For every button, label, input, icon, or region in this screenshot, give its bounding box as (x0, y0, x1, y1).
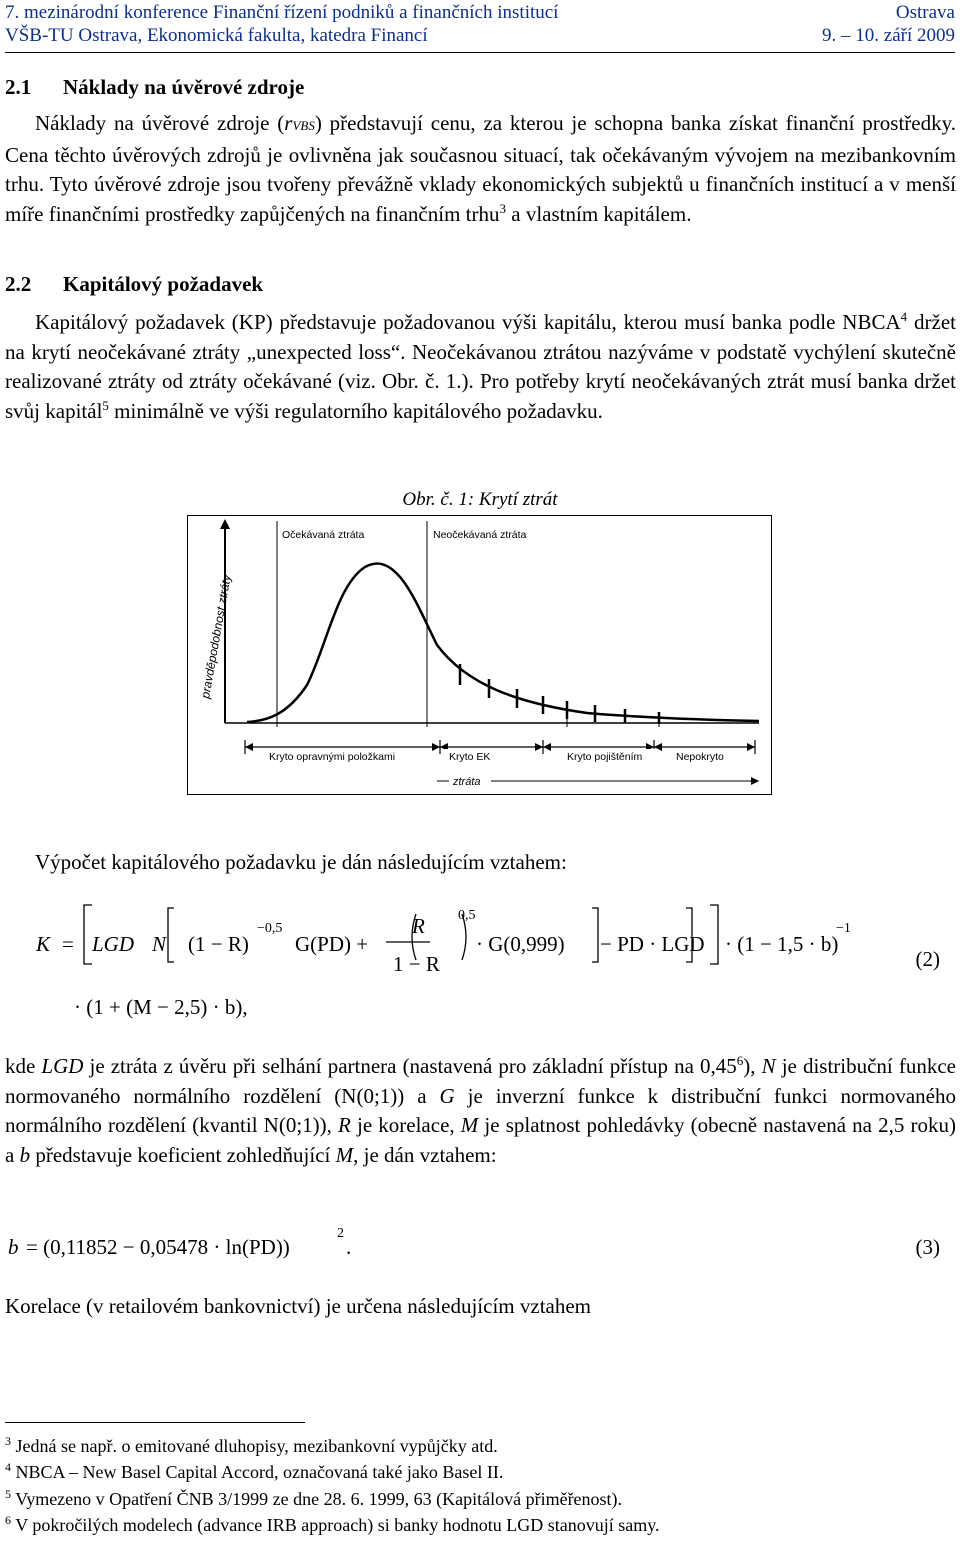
eq-g-999: · G(0,999) (476, 932, 565, 956)
footnote-number: 3 (5, 1434, 11, 1448)
eq-exp-neg-one: −1 (836, 921, 851, 936)
text-run: ) představují cenu, za kterou je schopna banka získat finanční prostředky. Cena těchto úvěrových zdrojů je ovlivněna jak současnou situací, tak očekávaným vývojem na mezibankovním trhu. Tyto úvěrové zdroje jsou tvořeny převážně vklady ekonomických subjektů u finančních institucí a v menší míře finančními prostředky zapůjčených na finančním trhu (5, 111, 956, 226)
var-n: N (761, 1054, 776, 1078)
header-divider (5, 52, 955, 53)
equation-number-3: (3) (915, 1235, 940, 1259)
coverage-label-insurance: Kryto pojištěním (567, 751, 643, 763)
coverage-label-uncovered: Nepokryto (676, 751, 724, 763)
footnote-ref-4: 4 (900, 309, 908, 324)
eq-g-pd: G(PD) + (295, 932, 369, 956)
expected-loss-label: Očekávaná ztráta (282, 529, 365, 541)
eq-one-minus-r: (1 − R) (188, 932, 249, 956)
footnote-4 (5, 1462, 503, 1483)
text-run: držet na krytí neočekávané ztráty „unexpected loss“. Neočekávanou ztrátou nazýváme v podstatě vychýlení skutečně realizované ztráty od ztráty očekávané (viz. Obr. č. 1.). Pro potřeby krytí neočekávaných ztrát musí banka držet svůj kapitál (5, 310, 956, 423)
text-run: Kapitálový požadavek (KP) představuje požadovanou výši kapitálu, kterou musí banka podle NBCA (35, 310, 901, 334)
paragraph-funding-costs (5, 109, 956, 229)
section-title: Náklady na úvěrové zdroje (63, 75, 305, 99)
var-g: G (439, 1083, 455, 1108)
text-run: a vlastním kapitálem. (506, 201, 692, 226)
paragraph-capital-requirement (5, 308, 956, 426)
eq-equals: = (62, 932, 74, 956)
footnote-ref-5: 5 (102, 397, 109, 413)
eq-term-b: · (1 − 1,5 · b) (725, 932, 839, 956)
footnote-number: 4 (5, 1460, 11, 1474)
paragraph-korelace: Korelace (v retailovém bankovnictví) je určena následujícím vztahem (5, 1294, 592, 1318)
symbol-r: r (284, 111, 293, 135)
eq-frac-den: 1 − R (393, 952, 440, 976)
text-run: je korelace, (350, 1113, 461, 1137)
equation-intro (5, 848, 956, 878)
footnote-text: V pokročilých modelech (advance IRB approach) si banky hodnotu LGD stanovují samy. (15, 1515, 660, 1535)
eq-minus-pd-lgd: − PD · LGD (600, 932, 705, 956)
var-b: b (19, 1142, 31, 1167)
footnote-text: Vymezeno v Opatření ČNB 3/1999 ze dne 28. 6. 1999, 63 (Kapitálová přiměřenost). (15, 1489, 623, 1509)
footnote-5 (5, 1489, 622, 1510)
coverage-label-provisions: Kryto opravnými položkami (269, 751, 396, 763)
eq3-end: . (346, 1235, 352, 1259)
coverage-label-equity: Kryto EK (449, 751, 491, 763)
text-run: Náklady na úvěrové zdroje ( (35, 111, 285, 135)
conference-city: Ostrava (895, 2, 955, 23)
var-m: M (460, 1113, 479, 1137)
var-r: R (338, 1113, 351, 1137)
footnote-number: 5 (5, 1487, 11, 1501)
eq-exp-neg-half: −0,5 (257, 921, 283, 936)
text-run: je splatnost pohledávky (obecně nastavená na 2,5 roku) a (5, 1113, 956, 1167)
text-run: představuje koeficient zohledňující (30, 1142, 336, 1167)
text-run: ), (743, 1054, 762, 1078)
equation-number-2: (2) (915, 947, 940, 971)
eq3-lhs: b (8, 1235, 19, 1259)
conference-name: 7. mezinárodní konference Finanční řízení podniků a finančních institucí (5, 2, 559, 23)
paragraph-variables (5, 1052, 956, 1170)
loss-coverage-figure (187, 515, 772, 795)
text-run: je ztráta z úvěru při selhání partnera (nastavená pro základní přístup na 0,45 (83, 1054, 737, 1078)
y-axis-label: pravděpodobnost ztráty (198, 573, 234, 700)
footnote-3 (5, 1436, 498, 1457)
text-run: je distribuční funkce normovaného normálního rozdělení (N(0;1)) a (5, 1054, 956, 1108)
text-run: , je dán vztahem: (353, 1142, 497, 1167)
text-run: kde (5, 1054, 42, 1078)
conference-date: 9. – 10. září 2009 (822, 25, 955, 46)
symbol-subscript: VBS (292, 118, 315, 133)
section-number: 2.1 (5, 75, 32, 99)
eq3-exponent: 2 (337, 1226, 344, 1241)
eq-lgd: LGD (92, 932, 135, 956)
section-title: Kapitálový požadavek (63, 272, 264, 296)
eq3-rhs: = (0,11852 − 0,05478 · ln(PD)) (26, 1235, 290, 1259)
section-heading-2-1 (5, 75, 304, 100)
footnote-text: NBCA – New Basel Capital Accord, označovaná také jako Basel II. (15, 1462, 504, 1482)
footnote-ref-3: 3 (499, 200, 506, 216)
eq-exp-half: 0,5 (458, 908, 476, 923)
institution-name: VŠB-TU Ostrava, Ekonomická fakulta, katedra Financí (5, 25, 428, 46)
var-lgd: LGD (41, 1054, 84, 1078)
section-number: 2.2 (5, 272, 32, 296)
section-heading-2-2 (5, 272, 263, 297)
eq-n: N (152, 932, 167, 956)
eq-frac-num: R (412, 914, 425, 938)
text-run: Výpočet kapitálového požadavku je dán následujícím vztahem: (35, 850, 567, 874)
footnote-text: Jedná se např. o emitované dluhopisy, mezibankovní vypůjčky atd. (15, 1436, 498, 1456)
footnote-ref-6: 6 (736, 1053, 744, 1068)
unexpected-loss-label: Neočekávaná ztráta (433, 529, 527, 541)
text-run: minimálně ve výši regulatorního kapitálového požadavku. (108, 398, 603, 423)
x-axis-label: ztráta (453, 776, 481, 788)
var-m: M (335, 1142, 354, 1167)
footnote-divider (5, 1422, 305, 1423)
figure-caption: Obr. č. 1: Krytí ztrát (402, 489, 558, 510)
eq-line-2: · (1 + (M − 2,5) · b), (74, 995, 248, 1019)
text-run: je inverzní funkce k distribuční funkci normovaného normálního rozdělení (kvantil N(0;1)), (5, 1083, 956, 1137)
footnote-6 (5, 1515, 660, 1536)
eq-symbol-k: K (36, 932, 51, 956)
footnote-number: 6 (5, 1513, 11, 1527)
